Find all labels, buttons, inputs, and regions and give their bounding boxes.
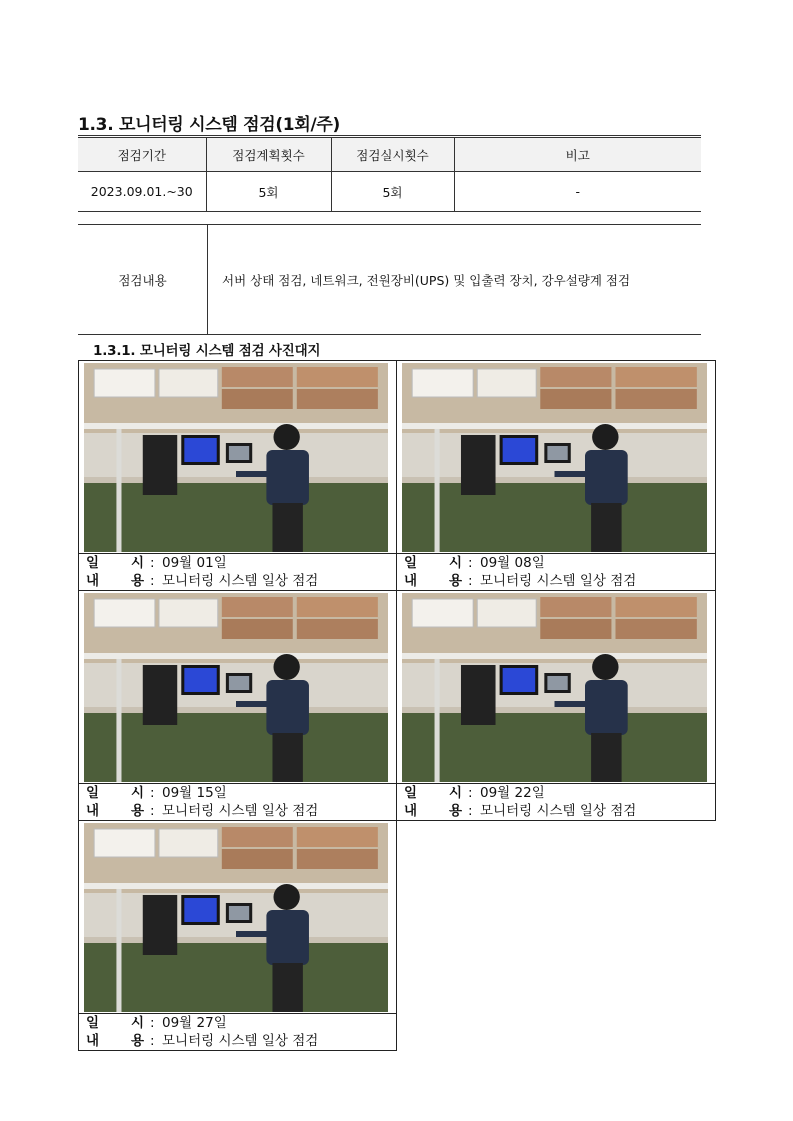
inspection-photo bbox=[84, 363, 388, 552]
header-planned-count: 점검계획횟수 bbox=[206, 137, 331, 172]
caption-content-row: 내 용 : 모니터링 시스템 일상 점검 bbox=[404, 803, 637, 819]
photo-cell-1 bbox=[78, 360, 397, 591]
caption-date-row: 일 시 : 09월 27일 bbox=[79, 1013, 396, 1032]
photo-cell-4 bbox=[396, 590, 716, 821]
inspection-summary-table bbox=[78, 135, 701, 212]
content-label: 점검내용 bbox=[78, 225, 208, 335]
table-header-row bbox=[78, 137, 701, 172]
caption-content-row: 내 용 : 모니터링 시스템 일상 점검 bbox=[86, 573, 319, 589]
table-row bbox=[78, 225, 701, 335]
caption-content: 모니터링 시스템 일상 점검 bbox=[162, 803, 319, 819]
caption-date: 09월 15일 bbox=[162, 785, 227, 801]
caption-date: 09월 01일 bbox=[162, 555, 227, 571]
section-title: 1.3. 모니터링 시스템 점검(1회/주) bbox=[78, 115, 340, 135]
caption-content: 모니터링 시스템 일상 점검 bbox=[480, 803, 637, 819]
caption-date-row: 일 시 : 09월 22일 bbox=[397, 783, 715, 802]
caption-content-row: 내 용 : 모니터링 시스템 일상 점검 bbox=[86, 1033, 319, 1049]
inspection-photo bbox=[402, 593, 707, 782]
inspection-photo bbox=[402, 363, 707, 552]
caption-date: 09월 27일 bbox=[162, 1015, 227, 1031]
caption-content-row: 내 용 : 모니터링 시스템 일상 점검 bbox=[86, 803, 319, 819]
caption-date-row: 일 시 : 09월 15일 bbox=[79, 783, 396, 802]
cell-actual-count: 5회 bbox=[331, 172, 454, 212]
caption-date: 09월 22일 bbox=[480, 785, 545, 801]
inspection-photo bbox=[84, 593, 388, 782]
table-row bbox=[78, 172, 701, 212]
header-remarks: 비고 bbox=[454, 137, 701, 172]
caption-date-row: 일 시 : 09월 01일 bbox=[79, 553, 396, 572]
cell-planned-count: 5회 bbox=[206, 172, 331, 212]
cell-remarks: - bbox=[454, 172, 701, 212]
caption-content: 모니터링 시스템 일상 점검 bbox=[480, 573, 637, 589]
inspection-content-table bbox=[78, 224, 701, 335]
caption-content: 모니터링 시스템 일상 점검 bbox=[162, 573, 319, 589]
inspection-photo bbox=[84, 823, 388, 1012]
caption-date: 09월 08일 bbox=[480, 555, 545, 571]
header-period: 점검기간 bbox=[78, 137, 206, 172]
photo-cell-2 bbox=[396, 360, 716, 591]
subsection-title: 1.3.1. 모니터링 시스템 점검 사진대지 bbox=[93, 343, 321, 359]
header-actual-count: 점검실시횟수 bbox=[331, 137, 454, 172]
caption-date-row: 일 시 : 09월 08일 bbox=[397, 553, 715, 572]
caption-content: 모니터링 시스템 일상 점검 bbox=[162, 1033, 319, 1049]
caption-content-row: 내 용 : 모니터링 시스템 일상 점검 bbox=[404, 573, 637, 589]
cell-period: 2023.09.01.~30 bbox=[78, 172, 206, 212]
content-value: 서버 상태 점검, 네트워크, 전원장비(UPS) 및 입출력 장치, 강우설량계 점검 bbox=[208, 225, 702, 335]
photo-cell-5 bbox=[78, 820, 397, 1051]
photo-cell-3 bbox=[78, 590, 397, 821]
